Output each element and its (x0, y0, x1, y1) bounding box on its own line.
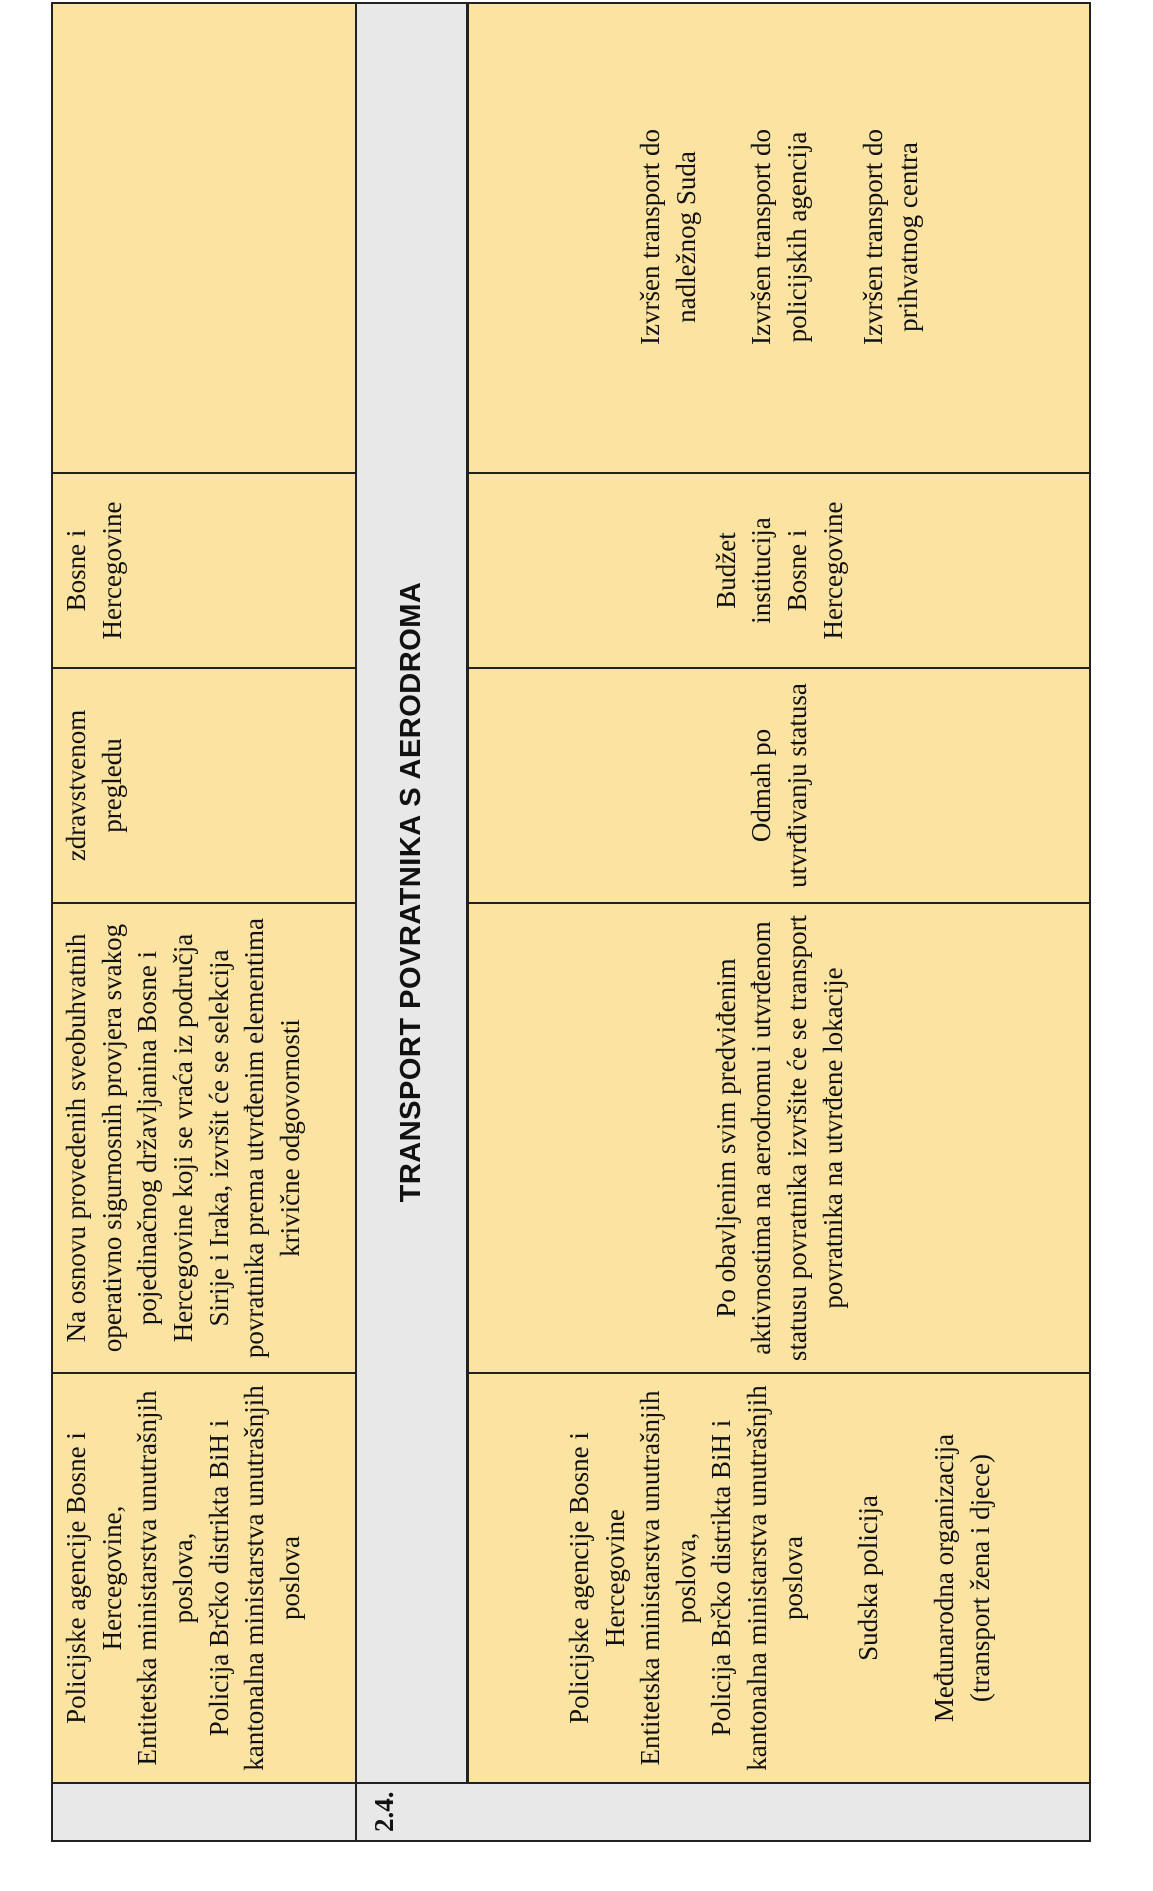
deadline-cell-row-before (51, 669, 357, 902)
activity-cell-row-after (469, 904, 1091, 1372)
deadline-column (51, 667, 1091, 902)
indicator-item: Izvršen transport do policijskih agencija (746, 129, 812, 345)
responsible-cell-row-after (469, 1374, 1091, 1782)
funding-cell-row-before (51, 474, 357, 667)
number-column (51, 1782, 1091, 1842)
responsible-line: Entitetska ministarstva unutrašnjih poslova, (132, 1390, 198, 1766)
activity-text: Po obavljenim svim predviđenim aktivnostima na aerodromu i utvrđenom statusu povratnika izvršite će se transport povratnika na utvrđene lokacije (710, 914, 848, 1362)
responsible-line: Policija Brčko distrikta BiH i kantonalna ministarstva unutrašnjih poslova (706, 1385, 808, 1771)
indicator-cell-row-before (51, 2, 357, 472)
responsible-cell-row-before (51, 1374, 357, 1782)
number-cell-row-before (51, 1784, 357, 1842)
number-cell-section (357, 1784, 469, 1842)
deadline-text: zdravstvenom pregledu (61, 709, 127, 862)
funding-text: Bosne i Hercegovine (61, 501, 127, 640)
funding-column (51, 472, 1091, 667)
indicator-cell-row-after (469, 2, 1091, 472)
responsible-line: Entitetska ministarstva unutrašnjih poslova, (635, 1390, 701, 1766)
funding-cell-row-after (469, 474, 1091, 667)
activity-text: Na osnovu provedenih sveobuhvatnih operativno sigurnosnih provjera svakog pojedinačnog državljanina Bosne i Hercegovine koji se vraća iz područja Sirije i Iraka, izvršit će se selekcija povratnika prema utvrđenim elementima krivične odgovornosti (61, 917, 305, 1359)
responsible-line: Policijske agencije Bosne i Hercegovine, (61, 1432, 127, 1724)
section-title-text: TRANSPORT POVRATNIKA S AERODROMA (395, 581, 427, 1203)
activity-cell-row-before (51, 904, 357, 1372)
indicator-column (51, 2, 1091, 472)
responsible-line: Policijske agencije Bosne i Hercegovine (563, 1432, 630, 1724)
deadline-text: Odmah po utvrđivanju statusa (746, 683, 812, 888)
funding-text: Budžet institucija Bosne i Hercegovine (710, 501, 848, 640)
section-number: 2.4. (369, 1791, 399, 1832)
section-title (357, 2, 469, 1782)
rotated-table-page (51, 2, 1091, 1842)
responsible-line: Policija Brčko distrikta BiH i kantonalna ministarstva unutrašnjih poslova (203, 1385, 305, 1771)
responsible-org: Međunarodna organizacija (transport žena i djece) (928, 1433, 995, 1723)
indicator-item: Izvršen transport do prihvatnog centra (857, 129, 924, 345)
responsible-extra: Sudska policija (853, 1495, 884, 1661)
indicator-item: Izvršen transport do nadležnog Suda (635, 129, 701, 345)
deadline-cell-row-after (469, 669, 1091, 902)
activity-column (51, 902, 1091, 1372)
responsible-column (51, 1372, 1091, 1782)
